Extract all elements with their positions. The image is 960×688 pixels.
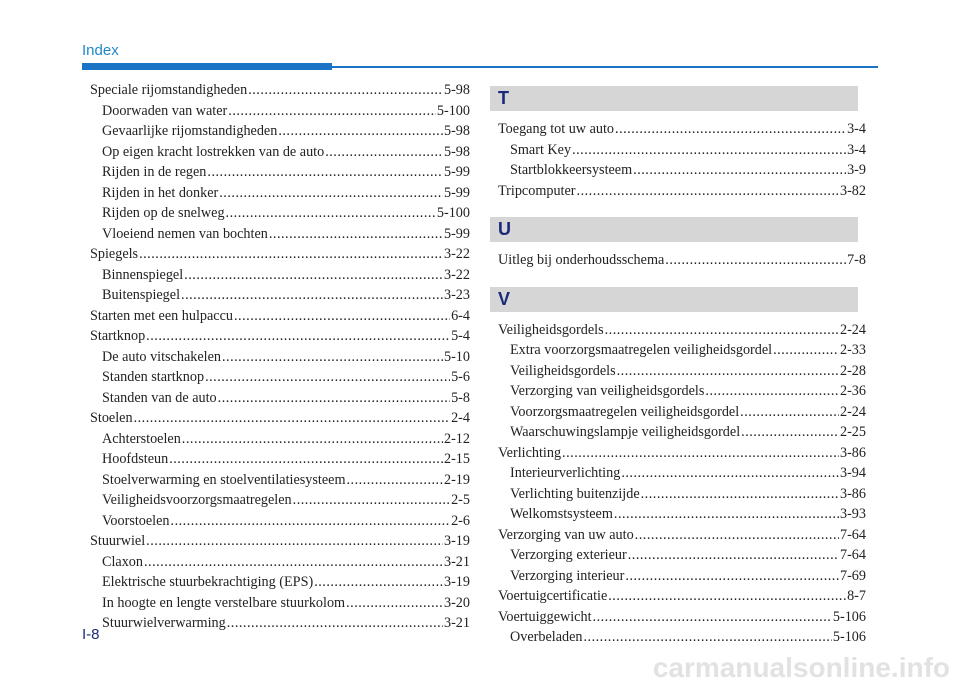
page-reference: 2-5 [451,492,470,508]
dot-leader [278,121,443,142]
page-reference: 5-99 [443,164,470,180]
entry-text: Startblokkeersysteem [510,162,633,178]
page-reference: 3-22 [443,266,470,283]
page-reference: 2-15 [443,451,470,467]
index-entry [498,525,866,546]
index-subentry [90,101,470,122]
dot-leader [146,326,450,347]
dot-leader [625,566,839,587]
index-subentry [498,402,866,423]
entry-text: Gevaarlijke rijomstandigheden [102,123,278,139]
index-subentry [498,504,866,525]
entry-text: Veiligheidsgordels [498,321,604,338]
entry-text: Rijden op de snelweg [102,205,225,221]
index-entry [90,408,470,429]
page-reference: 2-24 [839,321,866,338]
page-number: I-8 [82,626,100,643]
page-reference: 5-106 [832,629,866,645]
entry-text: Doorwaden van water [102,102,228,119]
index-subentry [498,140,866,161]
dot-leader [347,470,443,491]
index-subentry [90,183,470,204]
index-subentry [498,340,866,361]
page-reference: 3-4 [847,141,866,158]
index-entry [498,119,866,140]
index-subentry [90,470,470,491]
page-reference: 2-28 [839,362,866,379]
index-subentry [498,160,866,181]
page-reference: 7-69 [839,567,866,584]
header-rule [332,66,878,68]
index-subentry [90,142,470,163]
dot-leader [608,586,846,607]
dot-leader [227,613,443,634]
dot-leader [562,443,839,464]
index-entry [90,306,470,327]
index-subentry [498,545,866,566]
entry-text: Uitleg bij onderhoudsschema [498,252,665,268]
dot-leader [614,504,839,525]
dot-leader [169,449,443,470]
index-entry [498,181,866,202]
index-subentry [90,224,470,245]
dot-leader [346,593,443,614]
dot-leader [572,140,846,161]
index-entry [498,320,866,341]
entry-text: Buitenspiegel [102,287,181,303]
dot-leader [184,265,443,286]
dot-leader [615,119,846,140]
entry-text: Binnenspiegel [102,266,184,283]
page-reference: 3-20 [443,594,470,611]
index-subentry [90,593,470,614]
index-entry [90,531,470,552]
dot-leader [740,402,839,423]
dot-leader [705,381,839,402]
page-reference: 5-98 [443,82,470,98]
page-reference: 3-21 [443,553,470,570]
entry-text: Veiligheidsvoorzorgsmaatregelen [102,492,292,508]
page-reference: 3-9 [847,162,866,178]
dot-leader [181,285,443,306]
dot-leader [325,142,443,163]
dot-leader [228,101,436,122]
entry-text: Waarschuwingslampje veiligheidsgordel [510,424,741,440]
index-subentry [90,388,470,409]
index-entry [498,586,866,607]
dot-leader [218,388,450,409]
entry-text: Voorstoelen [102,512,170,529]
page-reference: 5-100 [436,102,470,119]
index-subentry [90,347,470,368]
entry-text: In hoogte en lengte verstelbare stuurkolom [102,594,346,611]
dot-leader [226,203,436,224]
dot-leader [635,525,839,546]
entry-text: Achterstoelen [102,430,181,447]
watermark: carmanualsonline.info [652,652,950,683]
entry-text: Voorzorgsmaatregelen veiligheidsgordel [510,403,740,420]
page-reference: 3-82 [839,182,866,199]
index-subentry [90,490,470,511]
page-reference: 3-19 [443,533,470,549]
section-letter: T [498,88,509,108]
dot-leader [222,347,443,368]
page-reference: 3-4 [847,121,866,137]
page-reference: 3-86 [839,444,866,461]
index-entry [90,244,470,265]
page-reference: 2-19 [443,471,470,488]
dot-leader [773,340,839,361]
entry-text: Hoofdsteun [102,451,169,467]
dot-leader [628,545,839,566]
dot-leader [641,484,839,505]
index-entry [498,250,866,271]
index-subentry [90,367,470,388]
dot-leader [144,552,443,573]
entry-text: Verzorging van veiligheidsgordels [510,383,705,399]
section-header-t [490,86,858,111]
entry-text: Starten met een hulpaccu [90,307,233,324]
dot-leader [171,511,451,532]
page-reference: 5-10 [443,348,470,365]
index-subentry [498,422,866,443]
index-subentry [90,552,470,573]
section-header-u [490,217,858,242]
page-reference: 7-8 [847,252,866,268]
index-subentry [90,265,470,286]
entry-text: Standen startknop [102,369,205,385]
index-subentry [90,285,470,306]
index-entry [498,607,866,628]
index-subentry [90,613,470,634]
page-reference: 2-33 [839,342,866,358]
entry-text: De auto vitschakelen [102,348,221,365]
dot-leader [621,463,839,484]
page-reference: 3-23 [443,287,470,303]
index-subentry [90,572,470,593]
index-subentry [90,449,470,470]
page-reference: 2-25 [839,424,866,440]
index-subentry [498,566,866,587]
page-reference: 5-98 [443,123,470,139]
entry-text: Stoelverwarming en stoelventilatiesysteem [102,471,346,488]
entry-text: Voertuigcertificatie [498,588,608,604]
dot-leader [234,306,450,327]
page-reference: 3-21 [443,615,470,631]
page-reference: 5-100 [436,205,470,221]
entry-text: Spiegels [90,246,139,262]
page-reference: 5-99 [443,225,470,242]
index-subentry [90,203,470,224]
entry-text: Verzorging exterieur [510,547,627,563]
page-reference: 2-36 [839,383,866,399]
entry-text: Rijden in de regen [102,164,207,180]
entry-text: Interieurverlichting [510,465,621,481]
entry-text: Speciale rijomstandigheden [90,82,248,98]
entry-text: Stuurwielverwarming [102,615,226,631]
section-header-v [490,287,858,312]
dot-leader [207,162,443,183]
index-subentry [498,484,866,505]
entry-text: Stoelen [90,410,133,426]
dot-leader [134,408,451,429]
dot-leader [633,160,846,181]
index-subentry [90,429,470,450]
entry-text: Startknop [90,328,146,344]
entry-text: Claxon [102,553,143,570]
entry-text: Op eigen kracht lostrekken van de auto [102,143,325,160]
dot-leader [605,320,839,341]
section-letter: U [498,219,511,239]
page-reference: 3-94 [839,465,866,481]
page-reference: 5-8 [451,389,470,406]
header-bar-accent [82,63,332,70]
dot-leader [248,80,443,101]
dot-leader [219,183,443,204]
dot-leader [741,422,839,443]
index-entry [90,80,470,101]
index-subentry [498,627,866,648]
index-subentry [90,511,470,532]
entry-text: Verzorging interieur [510,567,625,584]
index-subentry [90,121,470,142]
entry-text: Standen van de auto [102,389,217,406]
index-subentry [498,381,866,402]
entry-text: Verlichting [498,444,562,461]
page-reference: 7-64 [839,547,866,563]
entry-text: Smart Key [510,141,572,158]
entry-text: Stuurwiel [90,533,146,549]
dot-leader [146,531,443,552]
index-entry [90,326,470,347]
dot-leader [269,224,443,245]
index-column-left [90,80,470,634]
page-reference: 5-4 [451,328,470,344]
page-reference: 3-19 [443,574,470,590]
page-reference: 8-7 [847,588,866,604]
page-reference: 2-4 [451,410,470,426]
index-subentry [90,162,470,183]
page-reference: 5-98 [443,143,470,160]
index-column-right [498,86,866,648]
dot-leader [665,250,846,271]
page-reference: 2-24 [839,403,866,420]
entry-text: Verlichting buitenzijde [510,485,640,502]
dot-leader [314,572,443,593]
page-reference: 2-6 [451,512,470,529]
page-reference: 5-99 [443,184,470,201]
index-entry [498,443,866,464]
page-reference: 2-12 [443,430,470,447]
dot-leader [577,181,839,202]
entry-text: Welkomstsysteem [510,506,613,522]
dot-leader [293,490,450,511]
dot-leader [593,607,832,628]
entry-text: Tripcomputer [498,182,576,199]
index-subentry [498,463,866,484]
dot-leader [139,244,443,265]
dot-leader [617,361,839,382]
page-reference: 6-4 [451,307,470,324]
page-reference: 7-64 [839,526,866,543]
dot-leader [583,627,831,648]
index-subentry [498,361,866,382]
dot-leader [205,367,450,388]
entry-text: Voertuiggewicht [498,608,592,625]
entry-text: Rijden in het donker [102,184,219,201]
entry-text: Vloeiend nemen van bochten [102,225,268,242]
page-reference: 3-22 [443,246,470,262]
dot-leader [182,429,443,450]
section-letter: V [498,288,511,309]
page-header-title: Index [82,42,119,59]
page-reference: 3-86 [839,485,866,502]
entry-text: Toegang tot uw auto [498,121,615,137]
page-reference: 5-6 [451,369,470,385]
page-reference: 3-93 [839,506,866,522]
entry-text: Extra voorzorgsmaatregelen veiligheidsgordel [510,342,773,358]
entry-text: Veiligheidsgordels [510,362,616,379]
page-reference: 5-106 [832,608,866,625]
entry-text: Overbeladen [510,629,583,645]
entry-text: Verzorging van uw auto [498,526,634,543]
entry-text: Elektrische stuurbekrachtiging (EPS) [102,574,314,590]
